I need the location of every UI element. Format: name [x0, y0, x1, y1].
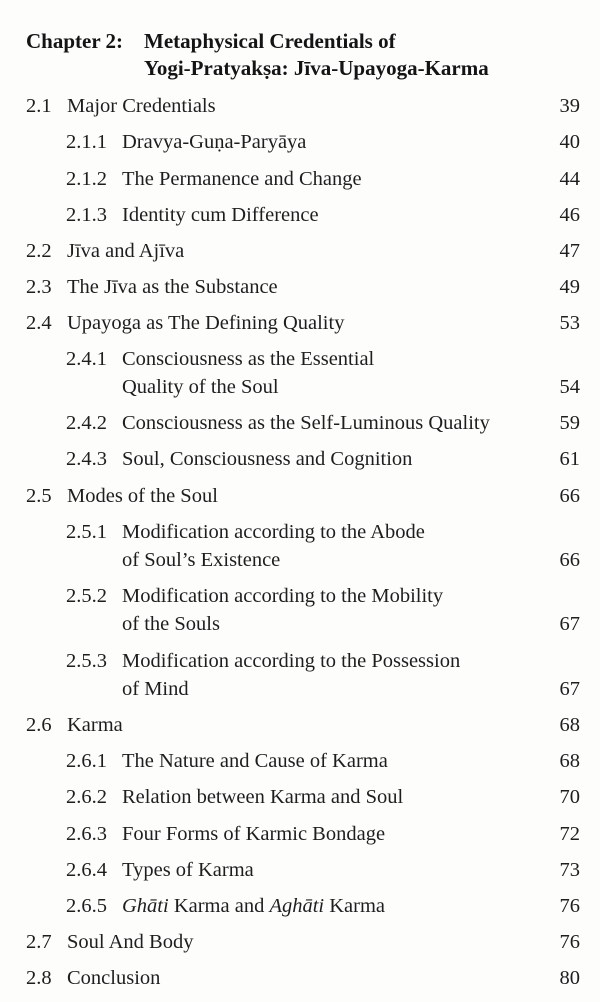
entry-number: 2.4.3 [66, 448, 107, 470]
chapter-title-line1: Metaphysical Credentials of [144, 29, 396, 53]
entry-number: 2.1.1 [66, 131, 107, 153]
entry-number: 2.8 [26, 967, 52, 989]
entry-title: Four Forms of Karmic Bondage [122, 823, 386, 845]
entry-title: The Permanence and Change [122, 168, 362, 190]
entry-title-line1: Modification according to the Abode [122, 521, 425, 543]
entry-page: 59 [559, 412, 580, 434]
entry-page: 54 [559, 376, 580, 398]
entry-page: 66 [559, 485, 580, 507]
entry-title: Conclusion [67, 967, 161, 989]
entry-number: 2.6.5 [66, 895, 107, 917]
entry-title-line2: of Mind [122, 678, 189, 700]
entry-number: 2.5.3 [66, 650, 107, 672]
entry-page: 68 [559, 750, 580, 772]
entry-page: 53 [559, 312, 580, 334]
entry-title: Dravya-Guṇa-Paryāya [122, 131, 307, 153]
entry-title-italic-aghati: Aghāti [269, 895, 325, 917]
entry-number: 2.6.2 [66, 786, 107, 808]
entry-number: 2.1 [26, 95, 52, 117]
entry-page: 61 [559, 448, 580, 470]
entry-page: 68 [559, 714, 580, 736]
entry-title-line1: Modification according to the Mobility [122, 585, 444, 607]
entry-title: Types of Karma [122, 859, 254, 881]
entry-number: 2.7 [26, 931, 52, 953]
entry-title: Modes of the Soul [67, 485, 218, 507]
entry-page: 49 [559, 276, 580, 298]
entry-page: 76 [559, 931, 580, 953]
entry-number: 2.4.1 [66, 348, 107, 370]
entry-title: Consciousness as the Self-Luminous Quality [122, 412, 490, 434]
entry-page: 46 [559, 204, 580, 226]
entry-number: 2.5.1 [66, 521, 107, 543]
entry-number: 2.4.2 [66, 412, 107, 434]
entry-title: Soul And Body [67, 931, 194, 953]
entry-number: 2.4 [26, 312, 52, 334]
entry-title: Relation between Karma and Soul [122, 786, 404, 808]
entry-page: 44 [559, 168, 580, 190]
entry-number: 2.3 [26, 276, 52, 298]
entry-number: 2.6.1 [66, 750, 107, 772]
chapter-label: Chapter 2: [26, 29, 124, 53]
entry-title [122, 345, 374, 401]
entry-number: 2.1.2 [66, 168, 107, 190]
entry-title: Major Credentials [67, 95, 216, 117]
entry-title [122, 518, 425, 574]
entry-page: 72 [559, 823, 580, 845]
entry-number: 2.6.4 [66, 859, 107, 881]
entry-page: 40 [559, 131, 580, 153]
entry-title-line2: of the Souls [122, 613, 220, 635]
entry-title [122, 582, 443, 638]
entry-page: 67 [559, 613, 580, 635]
entry-title: Soul, Consciousness and Cognition [122, 448, 413, 470]
entry-title: Upayoga as The Defining Quality [67, 312, 345, 334]
entry-number: 2.5 [26, 485, 52, 507]
entry-title-line1: Consciousness as the Essential [122, 348, 375, 370]
entry-title-italic-ghati: Ghāti [122, 895, 169, 917]
entry-number: 2.2 [26, 240, 52, 262]
entry-title: Jīva and Ajīva [67, 240, 185, 262]
entry-page: 66 [559, 549, 580, 571]
entry-title: Karma [67, 714, 123, 736]
entry-title: The Nature and Cause of Karma [122, 750, 388, 772]
entry-page: 67 [559, 678, 580, 700]
entry-page: 73 [559, 859, 580, 881]
chapter-heading [26, 28, 489, 82]
entry-page: 80 [559, 967, 580, 989]
entry-title: Identity cum Difference [122, 204, 319, 226]
entry-title: The Jīva as the Substance [67, 276, 278, 298]
entry-title [122, 892, 385, 920]
entry-title-line2: Quality of the Soul [122, 376, 279, 398]
entry-title [122, 647, 460, 703]
entry-page: 39 [559, 95, 580, 117]
entry-title-line2: of Soul’s Existence [122, 549, 281, 571]
entry-number: 2.6 [26, 714, 52, 736]
entry-number: 2.1.3 [66, 204, 107, 226]
entry-title-end: Karma [324, 895, 386, 917]
entry-number: 2.6.3 [66, 823, 107, 845]
entry-number: 2.5.2 [66, 585, 107, 607]
entry-title-line1: Modification according to the Possession [122, 650, 461, 672]
entry-page: 70 [559, 786, 580, 808]
chapter-title-line2: Yogi-Pratyakṣa: Jīva-Upayoga-Karma [144, 56, 489, 80]
entry-page: 47 [559, 240, 580, 262]
entry-page: 76 [559, 895, 580, 917]
entry-title-middle: Karma and [168, 895, 270, 917]
